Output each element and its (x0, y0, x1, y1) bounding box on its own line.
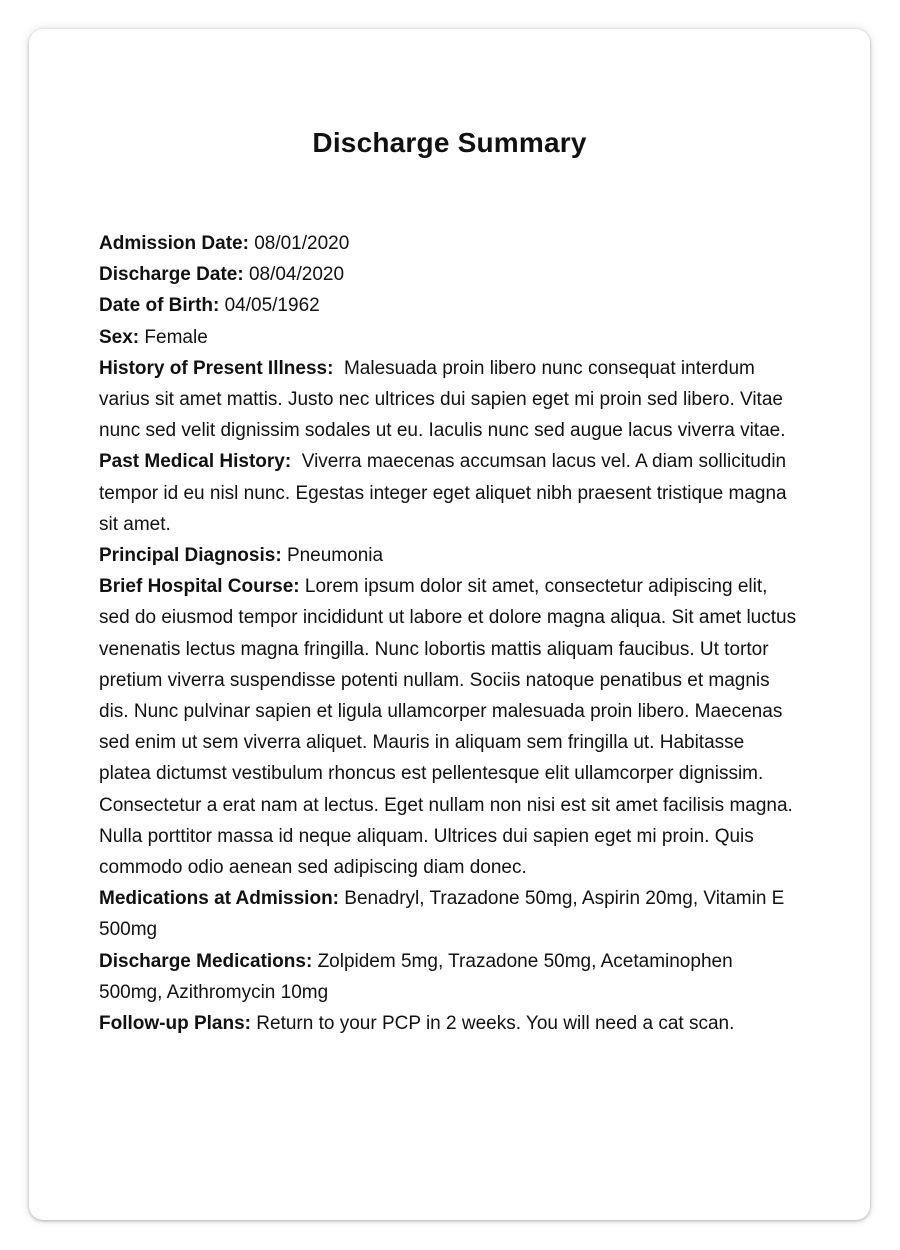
field-value: Zolpidem 5mg, Trazadone 50mg, Acetaminophen 500mg, Azithromycin 10mg (99, 950, 733, 1003)
field-value: Female (144, 326, 208, 348)
field-value: Benadryl, Trazadone 50mg, Aspirin 20mg, Vitamin E 500mg (99, 888, 785, 941)
history-of-present-illness-field (99, 353, 799, 447)
brief-hospital-course-field (99, 571, 799, 883)
field-label: Past Medical History: (99, 451, 292, 473)
field-value: 04/05/1962 (224, 295, 320, 317)
field-label: History of Present Illness: (99, 357, 334, 379)
document-card (29, 29, 870, 1220)
date-of-birth-field (99, 290, 799, 321)
page-title: Discharge Summary (312, 127, 587, 158)
principal-diagnosis-field (99, 540, 799, 571)
discharge-medications-field (99, 946, 799, 1008)
follow-up-plans-field (99, 1008, 799, 1039)
field-value: Viverra maecenas accumsan lacus vel. A diam sollicitudin tempor id eu nisl nunc. Egestas integer eget aliquet nibh praesent tristique magna sit amet. (99, 451, 787, 535)
field-label: Medications at Admission: (99, 888, 339, 910)
admission-date-field (99, 228, 799, 259)
field-label: Brief Hospital Course: (99, 576, 300, 598)
field-value: 08/01/2020 (254, 233, 350, 254)
field-label: Date of Birth: (99, 295, 220, 317)
field-value: Lorem ipsum dolor sit amet, consectetur adipiscing elit, sed do eiusmod tempor incididunt ut labore et dolore magna aliqua. Sit amet luctus venenatis lectus magna fringilla. Nunc lobortis mattis aliquam faucibus. Ut tortor pretium viverra suspendisse potenti nullam. Sociis natoque penatibus et magnis dis. Nunc pulvinar sapien et ligula ullamcorper malesuada proin libero. Maecenas sed enim ut sem viverra aliquet. Mauris in aliquam sem fringilla ut. Habitasse platea dictumst vestibulum rhoncus est pellentesque elit ullamcorper dignissim. Consectetur a erat nam at lectus. Eget nullam non nisi est sit amet facilisis magna. Nulla porttitor massa id neque aliquam. Ultrices dui sapien eget mi proin. Quis commodo odio aenean sed adipiscing diam donec. (99, 576, 797, 879)
field-label: Admission Date: (99, 233, 249, 254)
field-label: Follow-up Plans: (99, 1013, 251, 1035)
summary-content (99, 228, 799, 1039)
field-label: Discharge Date: (99, 264, 244, 286)
field-label: Discharge Medications: (99, 950, 313, 972)
medications-at-admission-field (99, 883, 799, 945)
field-label: Sex: (99, 326, 140, 348)
field-label: Principal Diagnosis: (99, 545, 282, 567)
field-value: 08/04/2020 (248, 264, 345, 286)
sex-field (99, 322, 799, 353)
field-value: Malesuada proin libero nunc consequat interdum varius sit amet mattis. Justo nec ultrices dui sapien eget mi proin sed libero. Vitae nunc sed velit dignissim sodales ut eu. Iaculis nunc sed augue lacus viverra vitae. (99, 357, 786, 442)
discharge-date-field (99, 259, 799, 290)
past-medical-history-field (99, 446, 799, 540)
field-value: Pneumonia (286, 545, 384, 567)
field-value: Return to your PCP in 2 weeks. You will need a cat scan. (256, 1013, 735, 1035)
